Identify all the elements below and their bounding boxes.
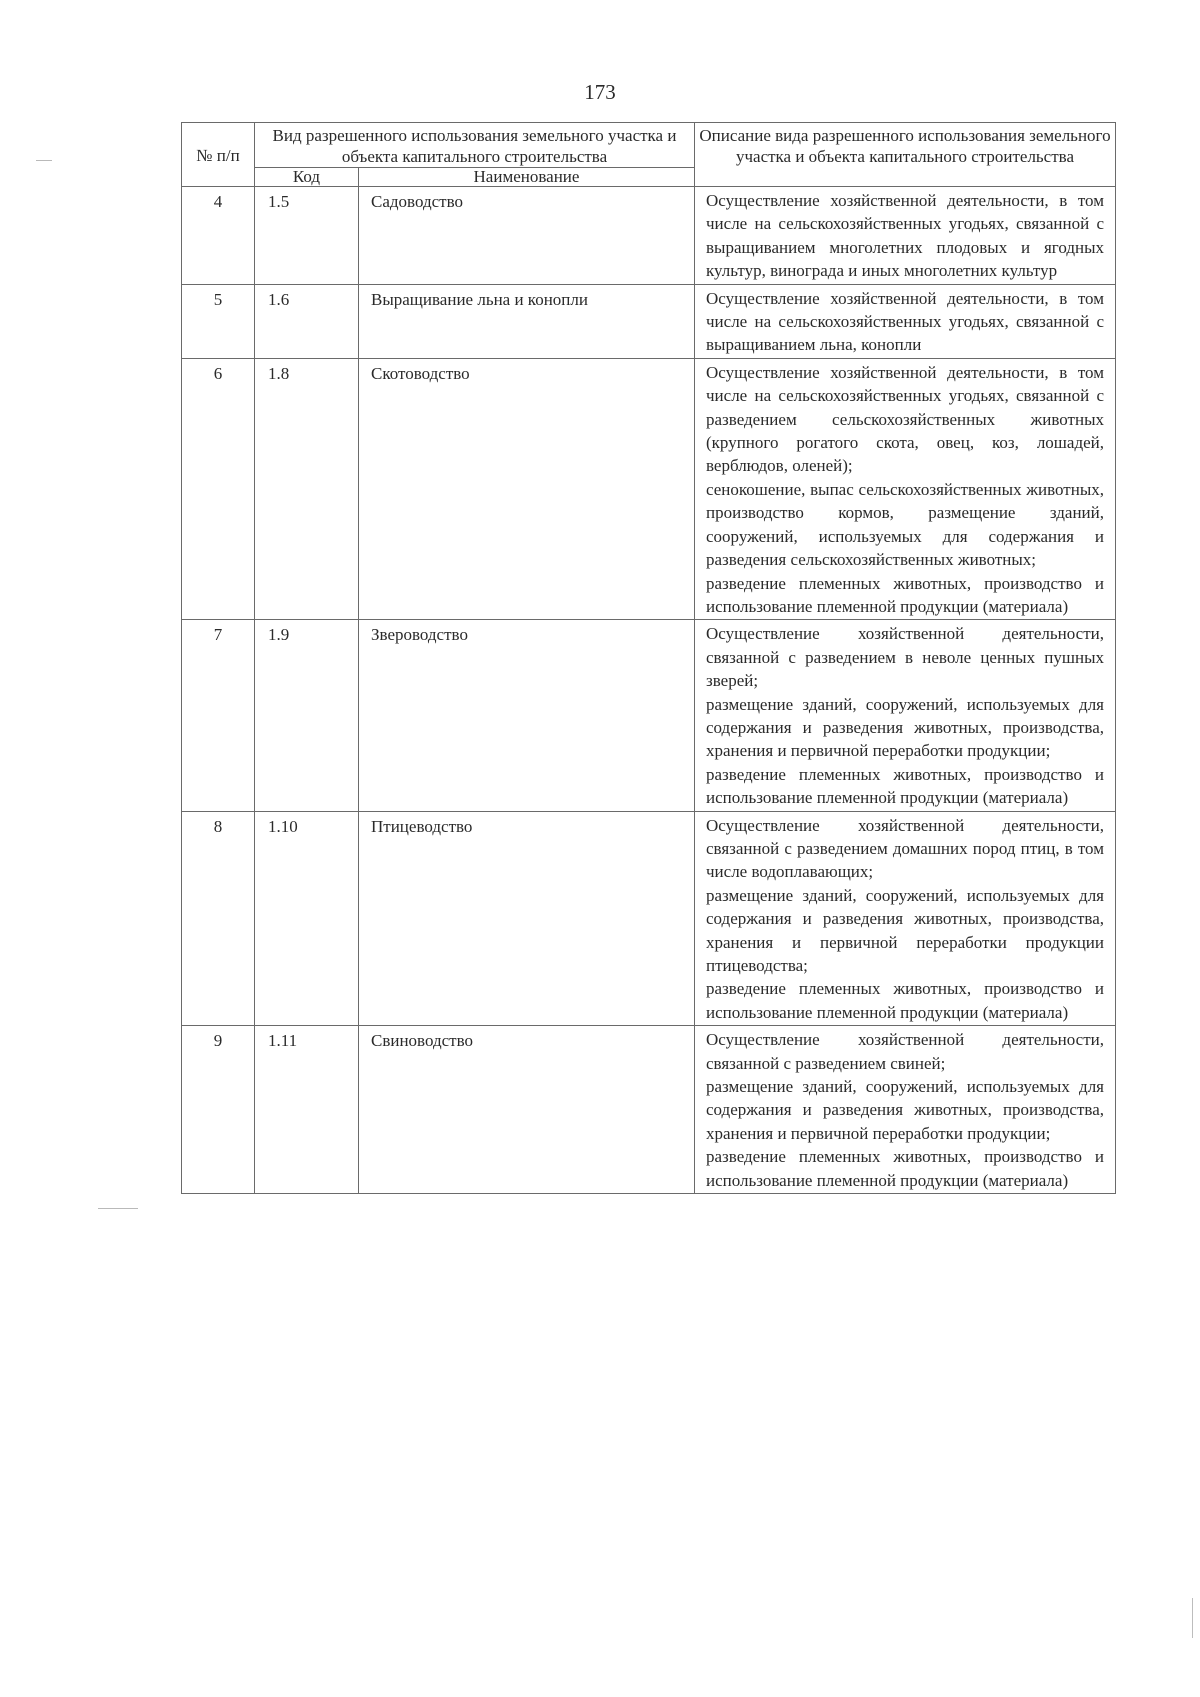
row-name: Звероводство [359,620,695,811]
row-description [695,1026,1116,1194]
row-number: 9 [182,1026,255,1194]
description-paragraph: Осуществление хозяйственной деятельности, в том числе на сельскохозяйственных угодьях, связанной с выращиванием многолетних плодовых и ягодных культур, винограда и иных многолетних культур [706,191,1104,281]
description-paragraph: размещение зданий, сооружений, используемых для содержания и разведения животных, производства, хранения и первичной переработки продукции птицеводства; [706,885,1104,975]
row-description [695,620,1116,811]
row-description [695,187,1116,285]
table-row [182,358,1116,619]
row-code: 1.10 [255,811,359,1026]
table-row [182,811,1116,1026]
header-name: Наименование [359,168,695,187]
description-paragraph: Осуществление хозяйственной деятельности, в том числе на сельскохозяйственных угодьях, связанной с разведением сельскохозяйственных животных (крупного рогатого скота, овец, коз, лошадей, верблюдов, оленей); [706,362,1104,476]
row-number: 8 [182,811,255,1026]
description-paragraph: разведение племенных животных, производство и использование племенной продукции (материала) [706,1147,1104,1190]
row-name: Скотоводство [359,358,695,619]
row-name: Садоводство [359,187,695,285]
row-number: 5 [182,284,255,358]
row-code: 1.5 [255,187,359,285]
table-row [182,187,1116,285]
header-code: Код [255,168,359,187]
table-row [182,284,1116,358]
row-number: 7 [182,620,255,811]
description-paragraph: сенокошение, выпас сельскохозяйственных животных, производство кормов, размещение зданий, сооружений, используемых для содержания и разведения сельскохозяйственных животных; [706,479,1104,570]
row-number: 4 [182,187,255,285]
description-paragraph: разведение племенных животных, производство и использование племенной продукции (материала) [706,764,1104,808]
row-description [695,811,1116,1026]
row-description [695,284,1116,358]
table-header-row [182,123,1116,168]
description-paragraph: разведение племенных животных, производство и использование племенной продукции (материала) [706,573,1104,616]
row-description [695,358,1116,619]
scan-mark [98,1208,138,1209]
row-number: 6 [182,358,255,619]
row-name: Птицеводство [359,811,695,1026]
row-code: 1.11 [255,1026,359,1194]
description-paragraph: разведение племенных животных, производство и использование племенной продукции (материала) [706,979,1104,1022]
row-code: 1.6 [255,284,359,358]
row-code: 1.8 [255,358,359,619]
row-code: 1.9 [255,620,359,811]
page-number: 173 [584,80,616,104]
description-paragraph: размещение зданий, сооружений, используемых для содержания и разведения животных, производства, хранения и первичной переработки продукции; [706,1077,1104,1143]
scan-edge [1192,1598,1193,1638]
table-row [182,620,1116,811]
row-name: Свиноводство [359,1026,695,1194]
description-paragraph: Осуществление хозяйственной деятельности, связанной с разведением в неволе ценных пушных зверей; [706,624,1104,691]
table-body [182,187,1116,1194]
description-paragraph: Осуществление хозяйственной деятельности, связанной с разведением свиней; [706,1030,1104,1073]
description-paragraph: размещение зданий, сооружений, используемых для содержания и разведения животных, производства, хранения и первичной переработки продукции; [706,694,1104,761]
header-group: Вид разрешенного использования земельного участка и объекта капитального строительства [255,123,695,168]
header-description: Описание вида разрешенного использования земельного участка и объекта капитального строительства [695,123,1116,187]
row-name: Выращивание льна и конопли [359,284,695,358]
land-use-table [181,122,1116,1194]
description-paragraph: Осуществление хозяйственной деятельности, связанной с разведением домашних пород птиц, в том числе водоплавающих; [706,815,1104,882]
header-num: № п/п [182,123,255,187]
scan-mark [36,160,52,161]
table-row [182,1026,1116,1194]
description-paragraph: Осуществление хозяйственной деятельности, в том числе на сельскохозяйственных угодьях, связанной с выращиванием льна, конопли [706,288,1104,355]
